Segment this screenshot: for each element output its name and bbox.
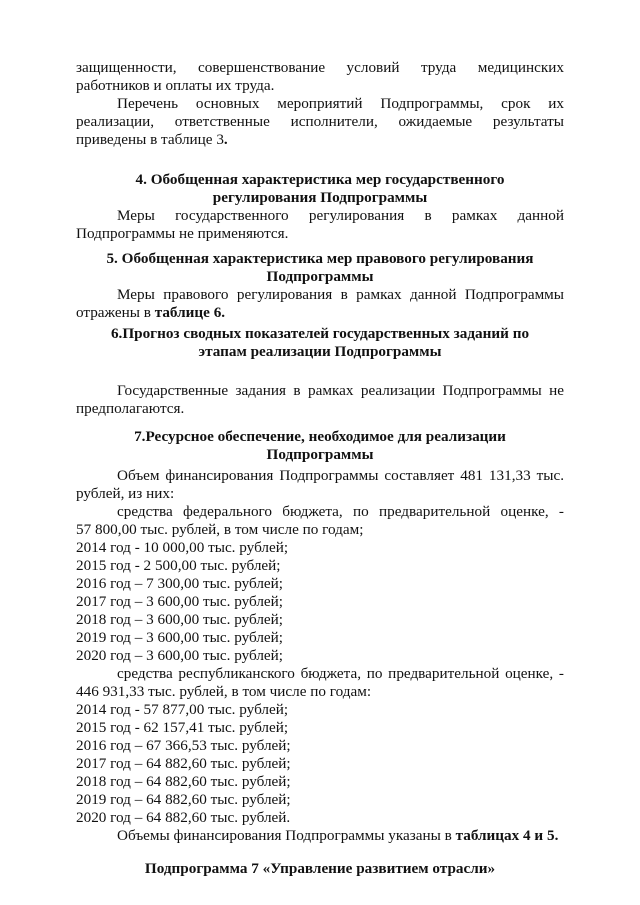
paragraph-line [76, 131, 564, 149]
list-item: 2016 год – 67 366,53 тыс. рублей; [76, 737, 291, 754]
list-item: 2019 год – 64 882,60 тыс. рублей; [76, 791, 291, 808]
section-6-heading-cont: этапам реализации Подпрограммы [198, 343, 442, 360]
paragraph-line [76, 304, 564, 322]
paragraph-line: Государственные задания в рамках реализации Подпрограммы не [117, 382, 564, 399]
list-item: 2015 год - 62 157,41 тыс. рублей; [76, 719, 289, 736]
paragraph-line: Меры государственного регулирования в рамках данной [117, 207, 564, 224]
tables-reference-bold: таблицах 4 и 5 [455, 827, 555, 844]
list-item: 2018 год – 3 600,00 тыс. рублей; [76, 611, 284, 628]
paragraph-line: средства федерального бюджета, по предварительной оценке, - [117, 503, 564, 520]
paragraph-line: предполагаются. [76, 400, 185, 417]
list-item: 2015 год - 2 500,00 тыс. рублей; [76, 557, 281, 574]
table-reference-text: приведены в таблице 3 [76, 131, 224, 148]
subprogram-7-heading: Подпрограмма 7 «Управление развитием отрасли» [144, 860, 496, 877]
list-item: 2014 год - 10 000,00 тыс. рублей; [76, 539, 289, 556]
list-item: 2020 год – 64 882,60 тыс. рублей. [76, 809, 291, 826]
paragraph-line [76, 827, 564, 845]
paragraph-line: Меры правового регулирования в рамках данной Подпрограммы [117, 286, 564, 303]
section-4-heading-cont: регулирования Подпрограммы [212, 189, 428, 206]
section-7-heading-cont: Подпрограммы [266, 446, 374, 463]
list-item: 2020 год – 3 600,00 тыс. рублей; [76, 647, 284, 664]
paragraph-line: работников и оплаты их труда. [76, 77, 275, 94]
paragraph-line: Перечень основных мероприятий Подпрограммы, срок их [117, 95, 564, 112]
list-item: 2016 год – 7 300,00 тыс. рублей; [76, 575, 284, 592]
list-item: 2017 год – 3 600,00 тыс. рублей; [76, 593, 284, 610]
paragraph-line: Объем финансирования Подпрограммы составляет 481 131,33 тыс. [117, 467, 564, 484]
list-item: 2014 год - 57 877,00 тыс. рублей; [76, 701, 289, 718]
section-7-heading: 7.Ресурсное обеспечение, необходимое для реализации [134, 428, 506, 445]
list-item: 2018 год – 64 882,60 тыс. рублей; [76, 773, 291, 790]
paragraph-line: средства республиканского бюджета, по предварительной оценке, - [117, 665, 564, 682]
table-reference-text: отражены в [76, 304, 155, 321]
section-6-heading: 6.Прогноз сводных показателей государственных заданий по [110, 325, 530, 342]
section-4-heading: 4. Обобщенная характеристика мер государственного [135, 171, 505, 188]
paragraph-line: защищенности, совершенствование условий труда медицинских [76, 59, 564, 76]
document-page [76, 59, 564, 878]
paragraph-line: рублей, из них: [76, 485, 175, 502]
table-reference-bold: таблице 6. [154, 304, 226, 321]
paragraph-line: реализации, ответственные исполнители, ожидаемые результаты [76, 113, 564, 130]
list-item: 2019 год – 3 600,00 тыс. рублей; [76, 629, 284, 646]
table-reference-bold: . [223, 131, 228, 148]
tables-reference-text: Объемы финансирования Подпрограммы указаны в [117, 827, 456, 844]
paragraph-line: Подпрограммы не применяются. [76, 225, 289, 242]
list-item: 2017 год – 64 882,60 тыс. рублей; [76, 755, 291, 772]
section-5-heading: 5. Обобщенная характеристика мер правового регулирования [106, 250, 534, 267]
paragraph-line: 57 800,00 тыс. рублей, в том числе по годам; [76, 521, 364, 538]
paragraph-line: 446 931,33 тыс. рублей, в том числе по годам: [76, 683, 372, 700]
section-5-heading-cont: Подпрограммы [266, 268, 374, 285]
tables-reference-end: . [554, 827, 559, 844]
